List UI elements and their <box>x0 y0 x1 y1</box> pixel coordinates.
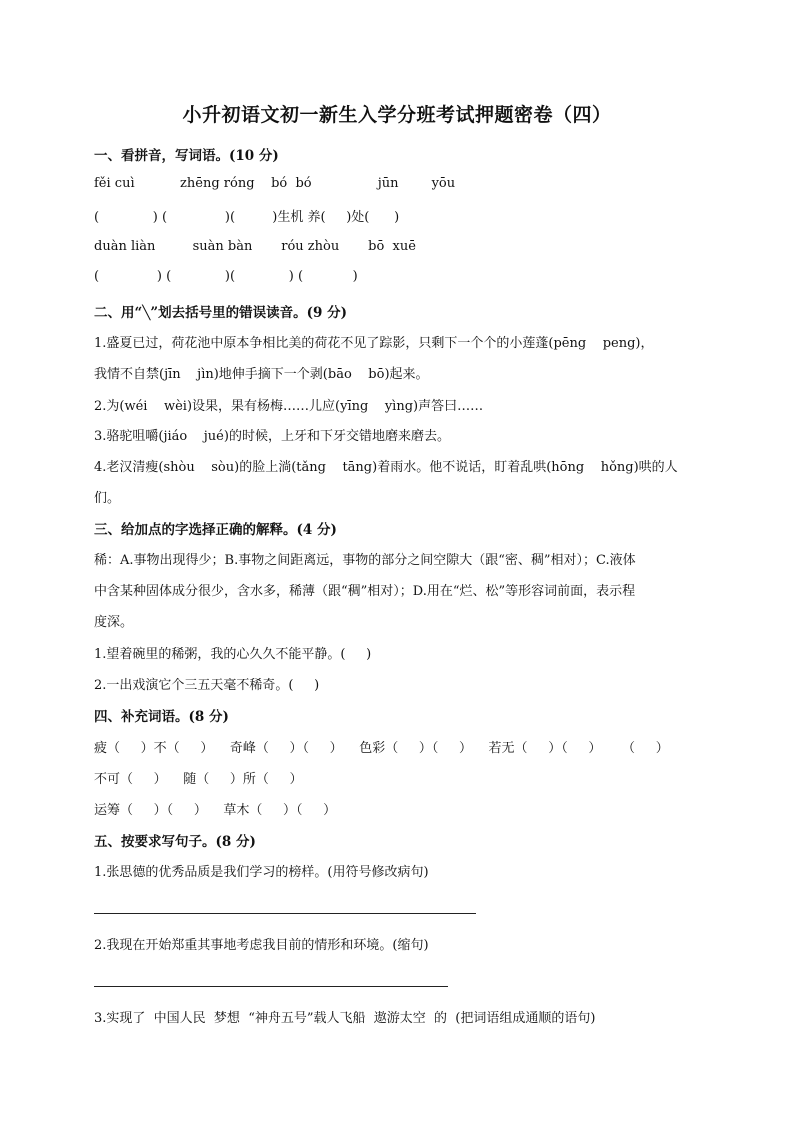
section-3-question-1: 1.望着碗里的稀粥，我的心久久不能平静。( ) <box>94 647 372 662</box>
section-2-heading: 二、用“╲”划去括号里的错误读音。(9 分) <box>94 305 348 321</box>
answer-line-2[interactable] <box>94 986 448 987</box>
section-2-question-1-line-2: 我情不自禁(jīn jìn)地伸手摘下一个剥(bāo bō)起来。 <box>94 367 429 382</box>
section-3-question-2: 2.一出戏演它个三五天毫不稀奇。( ) <box>94 678 320 693</box>
section-1-blanks-row-1: ( ) ( )( )生机 养( )处( ) <box>94 210 400 225</box>
section-4-heading: 四、补充词语。(8 分) <box>94 709 229 725</box>
section-4-row-2: 不可（ ） 随（ ）所（ ） <box>94 772 303 787</box>
section-1-pinyin-row-1: fěi cuì zhēng róng bó bó jūn yōu <box>94 176 456 191</box>
section-2-question-4-line-1: 4.老汉清瘦(shòu sòu)的脸上淌(tǎng tāng)着雨水。他不说话，盯着乱哄(hōng hǒng)哄的人 <box>94 460 678 475</box>
section-3-heading: 三、给加点的字选择正确的解释。(4 分) <box>94 522 337 538</box>
section-5-question-3: 3.实现了 中国人民 梦想 “神舟五号”载人飞船 遨游太空 的 (把词语组成通顺的语句) <box>94 1011 596 1026</box>
section-3-definition-line-2: 中含某种固体成分很少，含水多，稀薄（跟“稠”相对）；D.用在“烂、松”等形容词前面，表示程 <box>94 584 636 599</box>
section-2-question-2: 2.为(wéi wèi)设果，果有杨梅……儿应(yīng yìng)声答曰…… <box>94 399 484 414</box>
section-2-question-3: 3.骆驼咀嚼(jiáo jué)的时候，上牙和下牙交错地磨来磨去。 <box>94 429 450 444</box>
section-1-blanks-row-2: ( ) ( )( ) ( ) <box>94 269 358 284</box>
section-1-pinyin-row-2: duàn liàn suàn bàn róu zhòu bō xuē <box>94 239 416 254</box>
section-2-question-4-line-2: 们。 <box>94 491 121 506</box>
section-3-definition-line-3: 度深。 <box>94 615 134 630</box>
section-5-question-2: 2.我现在开始郑重其事地考虑我目前的情形和环境。(缩句) <box>94 938 429 953</box>
section-1-heading: 一、看拼音，写词语。(10 分) <box>94 148 279 164</box>
section-2-question-1-line-1: 1.盛夏已过，荷花池中原本争相比美的荷花不见了踪影，只剩下一个个的小莲蓬(pēng peng)， <box>94 336 654 351</box>
section-5-heading: 五、按要求写句子。(8 分) <box>94 834 256 850</box>
answer-line-1[interactable] <box>94 913 476 914</box>
section-3-definition-line-1: 稀：A.事物出现得少；B.事物之间距离远，事物的部分之间空隙大（跟“密、稠”相对）；C.液体 <box>94 553 636 568</box>
section-5-question-1: 1.张思德的优秀品质是我们学习的榜样。(用符号修改病句) <box>94 865 429 880</box>
section-4-row-3: 运筹（ ）（ ） 草木（ ）（ ） <box>94 803 337 818</box>
section-4-row-1: 疲（ ）不（ ） 奇峰（ ）（ ） 色彩（ ）（ ） 若无（ ）（ ） （ ） <box>94 741 669 756</box>
page-title: 小升初语文初一新生入学分班考试押题密卷（四） <box>182 104 612 126</box>
